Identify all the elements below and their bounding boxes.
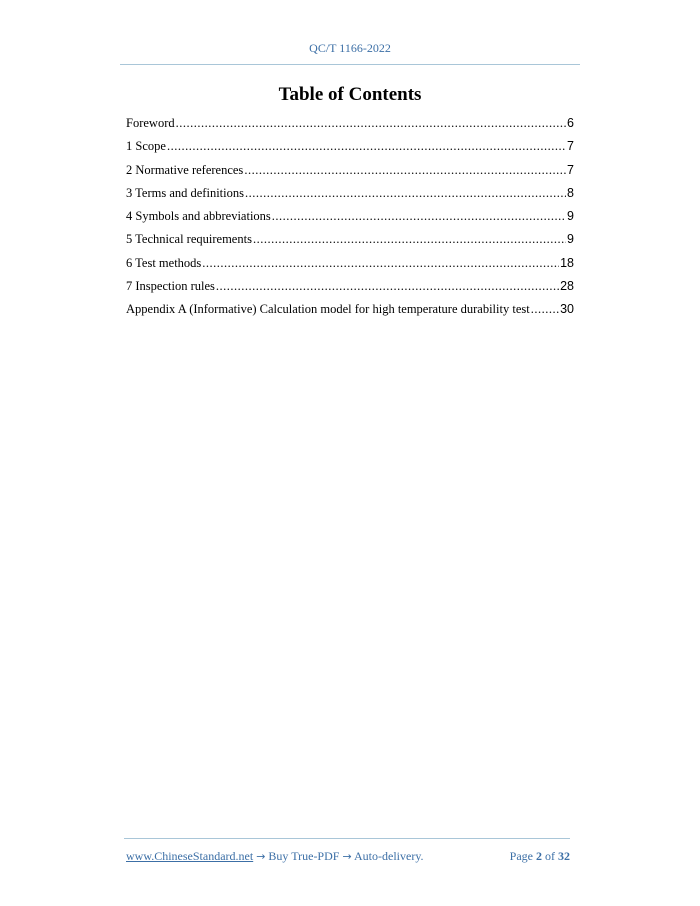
footer-divider (124, 838, 570, 839)
toc-entry-label[interactable]: 1 Scope (126, 139, 166, 154)
toc-entry-symbols-and-abbreviations[interactable] (126, 209, 574, 232)
toc-dot-leader (176, 116, 566, 131)
toc-list (126, 116, 574, 326)
toc-entry-label[interactable]: Foreword (126, 116, 175, 130)
toc-entry-label[interactable]: 5 Technical requirements (126, 232, 252, 247)
toc-entry-test-methods[interactable] (126, 256, 574, 279)
toc-entry-page[interactable]: 7 (567, 162, 574, 177)
toc-entry-normative-references[interactable] (126, 163, 574, 186)
total-pages-number: 32 (558, 849, 570, 863)
toc-entry-label[interactable]: 6 Test methods (126, 255, 202, 270)
toc-entry-page[interactable]: 9 (567, 232, 574, 247)
toc-entry-appendix-a[interactable] (126, 302, 574, 325)
toc-entry-label[interactable]: Appendix A (Informative) Calculation model for high temperature durability test (126, 302, 530, 317)
toc-entry-label[interactable]: 2 Normative references (126, 162, 244, 177)
toc-entry-terms-and-definitions[interactable] (126, 186, 574, 209)
page-label: Page (509, 849, 533, 863)
toc-entry-page[interactable]: 28 (560, 279, 574, 294)
toc-dot-leader (253, 232, 566, 247)
toc-dot-leader (244, 163, 566, 178)
toc-entry-page[interactable]: 18 (560, 255, 574, 270)
auto-delivery-text: Auto-delivery. (354, 849, 424, 863)
toc-dot-leader (167, 139, 566, 154)
buy-true-pdf-text: Buy True-PDF (268, 849, 340, 863)
toc-dot-leader (272, 209, 566, 224)
page-number (510, 849, 570, 864)
current-page-number: 2 (536, 849, 542, 863)
toc-entry-page[interactable]: 30 (560, 302, 574, 317)
toc-dot-leader (531, 302, 559, 317)
toc-entry-label[interactable]: 4 Symbols and abbreviations (126, 209, 271, 224)
of-label: of (545, 849, 555, 863)
toc-entry-inspection-rules[interactable] (126, 279, 574, 302)
right-arrow-icon: → (256, 850, 266, 863)
toc-entry-label[interactable]: 3 Terms and definitions (126, 185, 244, 200)
toc-dot-leader (216, 279, 559, 294)
toc-entry-page[interactable]: 7 (567, 139, 574, 154)
toc-dot-leader (202, 256, 559, 271)
toc-entry-page[interactable]: 6 (567, 116, 574, 130)
document-code-header: QC/T 1166-2022 (309, 41, 391, 55)
toc-entry-label[interactable]: 7 Inspection rules (126, 279, 215, 294)
chinesestandard-link[interactable]: www.ChineseStandard.net (126, 849, 254, 863)
toc-dot-leader (245, 186, 566, 201)
toc-entry-foreword[interactable] (126, 116, 574, 139)
page-footer (126, 849, 570, 864)
toc-entry-page[interactable]: 9 (567, 209, 574, 224)
toc-title: Table of Contents (278, 84, 422, 105)
toc-entry-page[interactable]: 8 (567, 185, 574, 200)
toc-entry-scope[interactable] (126, 139, 574, 162)
toc-entry-technical-requirements[interactable] (126, 232, 574, 255)
right-arrow-icon: → (342, 850, 352, 863)
header-divider (120, 64, 580, 65)
